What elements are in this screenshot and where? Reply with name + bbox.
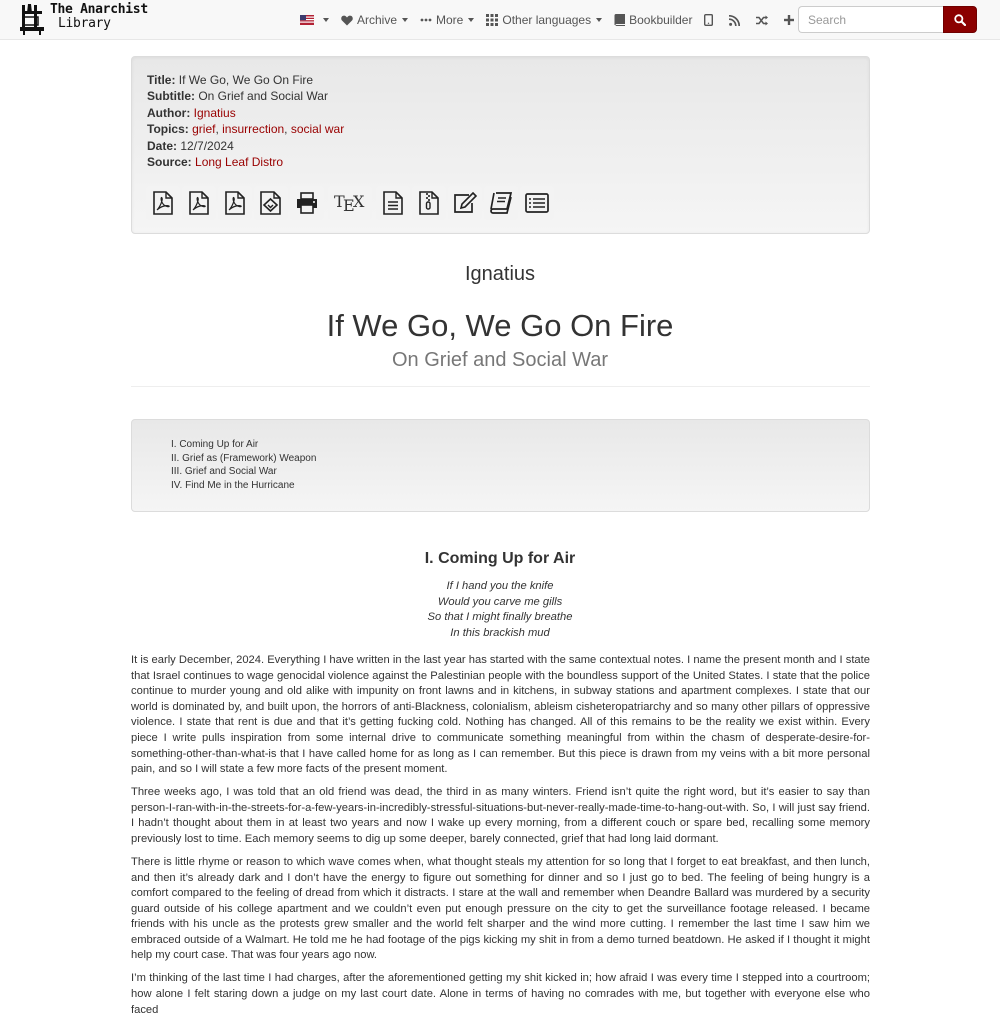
pdf-file-icon: [225, 191, 245, 215]
meta-topics-row: Topics: grief, insurrection, social war: [147, 122, 345, 137]
poem-line: In this brackish mud: [450, 626, 550, 639]
more-label: More: [436, 13, 464, 27]
plus-icon: [784, 15, 794, 25]
brand-line-1: The Anarchist: [50, 2, 148, 17]
download-pdf-button[interactable]: [146, 186, 180, 220]
meta-date-label: Date:: [147, 138, 178, 153]
add-text-button[interactable]: [784, 15, 798, 25]
topic-link-grief[interactable]: grief: [192, 122, 216, 137]
meta-date-row: [147, 138, 344, 154]
paragraph: I’m thinking of the last time I had charges, after the aforementioned getting my shit kicked in; how afraid I was every time I stepped into a courtroom; how alone I felt staring down a judge on my last court date. Alone in terms of having no comrades with me, but together with everyone else who faced: [131, 972, 870, 1016]
list-icon: [525, 193, 549, 213]
paragraph: Three weeks ago, I was told that an old friend was dead, the third in as many winters. Friend isn’t quite the right word, but it’s easier to say than person-I-ran-with-in-the-streets-for-a-few-years-in-incredibly-stressful-situations-but-never-really-made-time-to-hang-out-with. So, I will just say friend. I hadn’t thought about them in at least two years and now I wake up every morning, from a different couch or spare bed, recalling some memory previously lost to time. Each memory seems to dig up some deeper, barely connected, grief that had long laid dormant.: [131, 786, 870, 845]
svg-text:T: T: [334, 193, 345, 211]
tex-icon: [334, 193, 366, 213]
printing-press-icon: [20, 3, 44, 35]
toc-item[interactable]: I. Coming Up for Air: [171, 439, 259, 450]
search-form: [798, 6, 977, 33]
epigraph-poem: [0, 579, 1000, 641]
more-menu[interactable]: [420, 13, 474, 27]
download-a4-pdf-button[interactable]: [182, 186, 216, 220]
author-link[interactable]: Ignatius: [193, 105, 236, 120]
shuffle-icon: [756, 15, 768, 26]
meta-title-label: Title:: [147, 73, 176, 87]
random-text-button[interactable]: [756, 15, 772, 26]
search-input[interactable]: [798, 6, 943, 33]
site-logo[interactable]: [20, 3, 148, 35]
source-link[interactable]: Long Leaf Distro: [195, 155, 284, 170]
meta-subtitle-label: Subtitle:: [147, 89, 195, 104]
paragraph: There is little rhyme or reason to which wave comes when, what thought steals my attention for so long that I forget to eat breakfast, and then lunch, and then it’s already dark and I don’t have the energy to figure out something for dinner and so I just go to bed. The feeling of being hungry is a comfort compared to the feeling of dread from which it distracts. I stare at the wall and remember when Deandre Ballard was murdered by a security guard outside of his college apartment and we couldn’t even put enough pressure on the city to get the surveillance footage released. I became friends with his uncle as the protests grew smaller and the world felt sharper and the wind more cutting. I remember the last time I saw him we embraced outside of a Walmart. He told me he had footage of the pigs kicking my shit in from a demo turned beatdown. He asked if I thought it might help my court case. That was four years ago now.: [131, 855, 870, 962]
topic-link-social-war[interactable]: social war: [290, 122, 345, 137]
edit-icon: [453, 192, 477, 214]
page-title: If We Go, We Go On Fire: [326, 308, 674, 343]
toc-item[interactable]: III. Grief and Social War: [171, 466, 277, 478]
paragraph: It is early December, 2024. Everything I have written in the last year has started with the same contextual notes. I name the present month and I state that Israel continues to wage genocidal violence against the Palestinian people with the boundless support of the United States. I state that the police continue to murder young and old alike with impunity on front lawns and in kitchens, in subway stations and apartment complexes. I state that our world is dominated by, and built upon, the horrors of anti-Blackness, colonialism, ableism cisheteropatriarchy and so many other pillars of oppressive violence. I state that rent is due and that it’s getting fucking cold. Nothing has changed. All of this remains to be the reality we exist within. Every piece I write pulls inspiration from some internal drive to communicate something meaningful from within the chasm of desperate-desire-for-something-other-than-what-is that I have called home for as long as I can remember. But this piece is drawn from my veins with a bit more personal pain, and so I will state a few more facts of the present moment.: [131, 654, 870, 776]
epub-icon: [260, 191, 282, 215]
download-plain-text-button[interactable]: [376, 186, 410, 220]
bookbuilder-label: Bookbuilder: [629, 13, 693, 27]
poem-line: Would you carve me gills: [437, 595, 563, 608]
meta-topics-label: Topics:: [147, 122, 189, 137]
text-file-icon: [383, 191, 403, 215]
meta-subtitle-row: [147, 88, 344, 104]
meta-author-row: [147, 105, 344, 121]
download-toolbar: [146, 186, 556, 220]
brand-line-2: Library: [58, 16, 111, 31]
meta-source-row: [147, 154, 344, 170]
meta-title-row: [147, 72, 344, 88]
pdf-file-icon: [189, 191, 209, 215]
language-flag-menu[interactable]: [300, 15, 329, 25]
search-icon: [954, 14, 966, 26]
download-letter-pdf-button[interactable]: [218, 186, 252, 220]
meta-source-label: Source:: [147, 155, 192, 170]
chevron-down-icon: [402, 18, 408, 22]
poem-line: So that I might finally breathe: [427, 611, 573, 624]
toc-item[interactable]: II. Grief as (Framework) Weapon: [171, 452, 317, 464]
us-flag-icon: [300, 15, 314, 25]
other-languages-label: Other languages: [502, 13, 592, 27]
archive-label: Archive: [357, 13, 398, 27]
meta-subtitle: On Grief and Social War: [198, 89, 328, 104]
book-icon: [490, 192, 512, 214]
grid-icon: [486, 14, 498, 26]
chevron-down-icon: [596, 18, 602, 22]
page-subtitle: On Grief and Social War: [391, 349, 608, 371]
ellipsis-icon: [420, 18, 432, 22]
zip-file-icon: [419, 191, 439, 215]
rss-feed-button[interactable]: [729, 15, 744, 26]
toc-item[interactable]: IV. Find Me in the Hurricane: [171, 479, 295, 491]
chevron-down-icon: [323, 18, 329, 22]
other-languages-menu[interactable]: [486, 13, 602, 27]
section-heading: I. Coming Up for Air: [424, 550, 576, 567]
archive-menu[interactable]: [341, 13, 408, 27]
pdf-file-icon: [153, 191, 173, 215]
meta-date: 12/7/2024: [180, 138, 234, 153]
printer-icon: [295, 192, 319, 214]
divider: [131, 386, 870, 387]
meta-title: If We Go, We Go On Fire: [178, 73, 314, 87]
topic-link-insurrection[interactable]: insurrection: [222, 122, 285, 137]
search-button[interactable]: [943, 6, 977, 33]
text-body: [131, 653, 870, 1026]
book-icon: [614, 14, 625, 26]
print-button[interactable]: [290, 186, 324, 220]
download-epub-button[interactable]: [254, 186, 288, 220]
heart-icon: [341, 15, 353, 26]
navbar: [0, 0, 1000, 40]
download-zip-button[interactable]: [412, 186, 446, 220]
add-to-bookbuilder-button[interactable]: [484, 186, 518, 220]
bookbuilder-link[interactable]: [614, 13, 692, 27]
text-author-heading: Ignatius: [464, 263, 536, 285]
table-of-contents-button[interactable]: [520, 186, 554, 220]
rss-icon: [729, 15, 740, 26]
svg-text:E: E: [343, 196, 355, 213]
poem-line: If I hand you the knife: [446, 580, 554, 592]
chevron-down-icon: [468, 18, 474, 22]
text-metadata-panel: [131, 56, 870, 234]
svg-text:X: X: [353, 193, 365, 211]
table-of-contents: [131, 419, 870, 512]
tablet-icon: [704, 14, 713, 26]
meta-author-label: Author:: [147, 105, 191, 120]
mobile-view-button[interactable]: [704, 14, 717, 26]
download-tex-button[interactable]: [328, 186, 372, 220]
edit-text-button[interactable]: [448, 186, 482, 220]
